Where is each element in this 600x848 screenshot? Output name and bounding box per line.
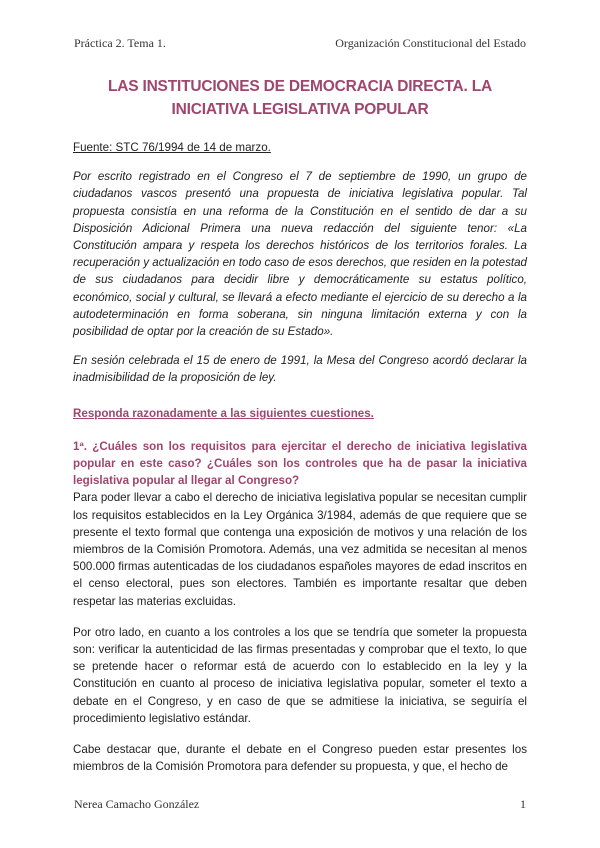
page-number: 1 <box>520 797 526 811</box>
answer-paragraph: Por otro lado, en cuanto a los controles a los que se tendría que someter la propuesta son: verificar la autenticidad de las firmas presentadas y comprobar que el texto, lo que se pretende hacer o reformar está de acuerdo con lo establecido en la ley y la Constitución en cuanto al proceso de iniciativa legislativa popular, someter el texto a debate en el Congreso, y en caso de que se admitiese la iniciativa, se seguiría el procedimiento legislativo estándar. <box>73 625 527 725</box>
instruction-heading: Responda razonadamente a las siguientes cuestiones. <box>73 406 374 420</box>
page-footer <box>74 797 526 812</box>
header-left: Práctica 2. Tema 1. <box>74 36 166 50</box>
question-heading: 1ª. ¿Cuáles son los requisitos para ejercitar el derecho de iniciativa legislativa popular en este caso? ¿Cuáles son los controles que ha de pasar la iniciativa legislativa popular al llegar al Congreso? <box>73 439 527 488</box>
header-right: Organización Constitucional del Estado <box>335 36 526 50</box>
source-citation: Fuente: STC 76/1994 de 14 de marzo. <box>73 141 271 154</box>
answer-paragraph: Para poder llevar a cabo el derecho de iniciativa legislativa popular se necesitan cumplir los requisitos establecidos en la Ley Orgánica 3/1984, además de que requiere que se presente el texto formal que contenga una exposición de motivos y una relación de los miembros de la Comisión Promotora. Además, una vez admitida se necesitan al menos 500.000 firmas autenticadas de los ciudadanos españoles mayores de edad inscritos en el censo electoral, pues son electores. También es importante resaltar que deben respetar las materias excluidas. <box>73 491 527 608</box>
case-paragraph: En sesión celebrada el 15 de enero de 1991, la Mesa del Congreso acordó declarar la inadmisibilidad de la proposición de ley. <box>73 354 527 385</box>
footer-author: Nerea Camacho González <box>74 797 200 811</box>
case-paragraph: Por escrito registrado en el Congreso el 7 de septiembre de 1990, un grupo de ciudadanos vascos presentó una propuesta de iniciativa legislativa popular. Tal propuesta consistía en una reforma de la Constitución en el sentido de dar a su Disposición Adicional Primera una nueva redacción del siguiente tenor: «La Constitución ampara y respeta los derechos históricos de los territorios forales. La recuperación y actualización en todo caso de esos derechos, que residen en la potestad de sus ciudadanos para decidir libre y democráticamente su estatus político, económico, social y cultural, se llevará a efecto mediante el ejercicio de su derecho a la autodeterminación en forma soberana, sin ninguna limitación externa y con la posibilidad de optar por la creación de su Estado». <box>73 170 527 339</box>
document-body <box>73 139 527 790</box>
answer-paragraph: Cabe destacar que, durante el debate en el Congreso pueden estar presentes los miembros de la Comisión Promotora para defender su propuesta, y que, el hecho de <box>73 743 527 774</box>
page-header <box>74 36 526 51</box>
document-title: LAS INSTITUCIONES DE DEMOCRACIA DIRECTA. LA INICIATIVA LEGISLATIVA POPULAR <box>107 78 493 118</box>
